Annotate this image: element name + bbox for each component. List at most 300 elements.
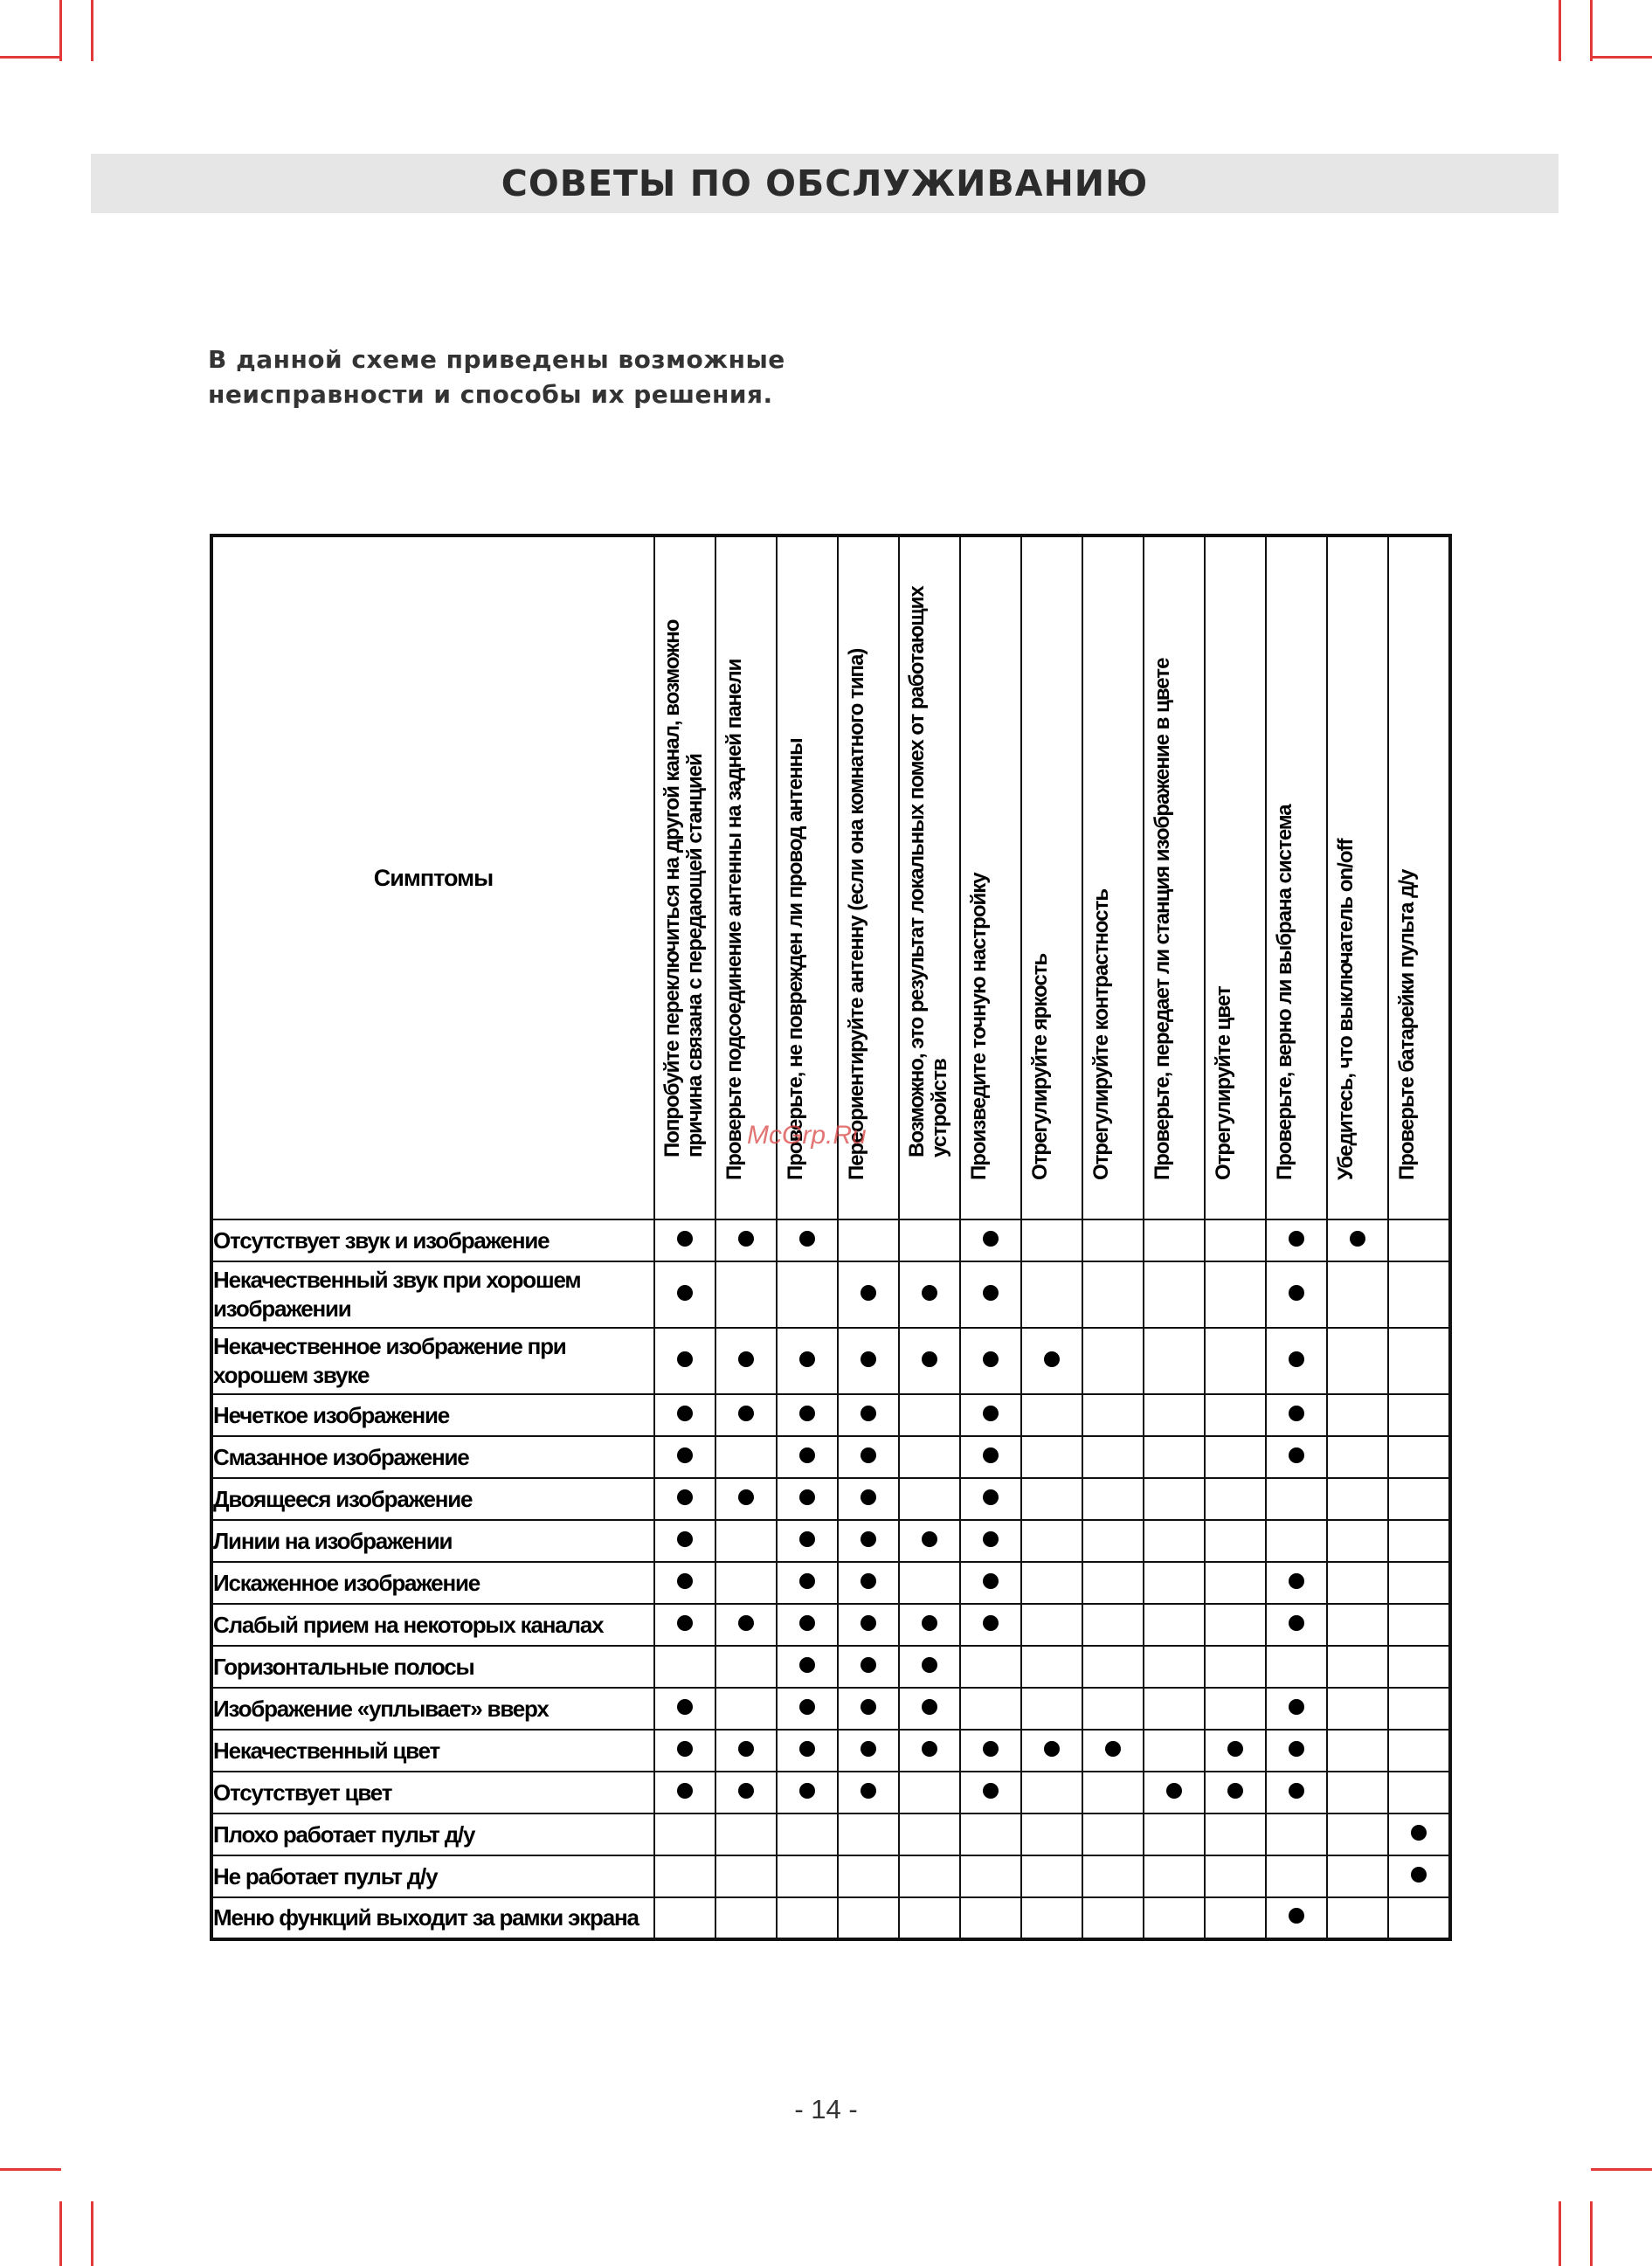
bullet-dot-icon [799, 1699, 815, 1715]
remedy-cell [1082, 1604, 1144, 1646]
remedy-cell [1021, 1394, 1082, 1436]
remedy-cell [1388, 1897, 1450, 1939]
remedy-cell [1327, 1772, 1388, 1813]
remedy-cell [1205, 1219, 1266, 1261]
remedy-cell [960, 1688, 1021, 1730]
remedy-cell [777, 1813, 838, 1855]
symptom-text: Некачественный звук при хорошем [213, 1267, 581, 1293]
remedy-cell [1388, 1436, 1450, 1478]
remedy-column-header [654, 535, 715, 1219]
bullet-dot-icon [799, 1741, 815, 1757]
remedy-cell [654, 1813, 715, 1855]
remedy-cell [1144, 1772, 1205, 1813]
remedy-column-label-line: Проверьте, передает ли станция изображение в цвете [1151, 658, 1174, 1180]
remedy-cell [1266, 1219, 1327, 1261]
remedy-cell [1266, 1897, 1327, 1939]
bullet-dot-icon [799, 1447, 815, 1463]
table-row [211, 1394, 1450, 1436]
symptom-cell [211, 1688, 654, 1730]
remedy-cell [654, 1855, 715, 1897]
remedy-cell [1144, 1562, 1205, 1604]
remedy-cell [1266, 1436, 1327, 1478]
remedy-cell [777, 1604, 838, 1646]
remedy-cell [1327, 1730, 1388, 1772]
remedy-cell [1205, 1604, 1266, 1646]
bullet-dot-icon [922, 1699, 937, 1715]
remedy-cell [838, 1604, 899, 1646]
remedy-cell [1144, 1520, 1205, 1562]
remedy-cell [1021, 1261, 1082, 1328]
remedy-cell [899, 1813, 960, 1855]
remedy-column-label-line: Переориентируйте антенну (если она комнатного типа) [845, 648, 868, 1180]
remedy-cell [715, 1772, 777, 1813]
remedy-cell [838, 1646, 899, 1688]
bullet-dot-icon [1350, 1231, 1365, 1247]
remedy-cell [715, 1219, 777, 1261]
symptom-text: Смазанное изображение [213, 1443, 469, 1470]
remedy-cell [960, 1478, 1021, 1520]
table-row [211, 1478, 1450, 1520]
remedy-cell [654, 1436, 715, 1478]
bullet-dot-icon [738, 1615, 754, 1631]
symptom-text: Некачественный цвет [213, 1737, 440, 1764]
remedy-cell [1144, 1604, 1205, 1646]
bullet-dot-icon [1289, 1231, 1304, 1247]
remedy-cell [1205, 1813, 1266, 1855]
remedy-cell [1205, 1328, 1266, 1394]
symptom-text: Двоящееся изображение [213, 1485, 473, 1512]
remedy-cell [715, 1436, 777, 1478]
bullet-dot-icon [1044, 1741, 1060, 1757]
bullet-dot-icon [738, 1351, 754, 1367]
remedy-column-label [1274, 525, 1296, 1180]
bullet-dot-icon [922, 1657, 937, 1673]
remedy-cell [838, 1855, 899, 1897]
bullet-dot-icon [1411, 1867, 1427, 1883]
bullet-dot-icon [677, 1699, 693, 1715]
table-row [211, 1261, 1450, 1328]
bullet-dot-icon [922, 1741, 937, 1757]
remedy-column-header [899, 535, 960, 1219]
remedy-cell [777, 1328, 838, 1394]
remedy-cell [1082, 1394, 1144, 1436]
remedy-cell [715, 1813, 777, 1855]
remedy-cell [777, 1855, 838, 1897]
remedy-cell [899, 1855, 960, 1897]
remedy-cell [838, 1772, 899, 1813]
remedy-cell [777, 1219, 838, 1261]
remedy-cell [1082, 1436, 1144, 1478]
remedy-cell [777, 1730, 838, 1772]
remedy-cell [777, 1562, 838, 1604]
page-title: СОВЕТЫ ПО ОБСЛУЖИВАНИЮ [501, 162, 1149, 204]
remedy-cell [1327, 1394, 1388, 1436]
remedy-cell [1021, 1328, 1082, 1394]
bullet-dot-icon [799, 1783, 815, 1799]
remedy-cell [899, 1394, 960, 1436]
remedy-cell [1205, 1562, 1266, 1604]
remedy-column-label [661, 502, 707, 1157]
remedy-cell [1144, 1328, 1205, 1394]
bullet-dot-icon [1289, 1285, 1304, 1301]
remedy-cell [1266, 1520, 1327, 1562]
remedy-cell [899, 1897, 960, 1939]
remedy-cell [960, 1646, 1021, 1688]
bullet-dot-icon [983, 1351, 999, 1367]
remedy-cell [960, 1328, 1021, 1394]
remedy-cell [1144, 1730, 1205, 1772]
remedy-cell [1144, 1436, 1205, 1478]
remedy-cell [777, 1646, 838, 1688]
remedy-column-header [1144, 535, 1205, 1219]
remedy-cell [777, 1772, 838, 1813]
bullet-dot-icon [983, 1783, 999, 1799]
bullet-dot-icon [861, 1406, 876, 1421]
remedy-column-label-line: устройств [928, 1059, 951, 1157]
remedy-cell [1266, 1478, 1327, 1520]
table-row [211, 1328, 1450, 1394]
remedy-cell [1388, 1520, 1450, 1562]
remedy-column-label [1151, 525, 1174, 1180]
remedy-cell [1082, 1219, 1144, 1261]
remedy-cell [777, 1897, 838, 1939]
bullet-dot-icon [677, 1615, 693, 1631]
bullet-dot-icon [799, 1489, 815, 1505]
remedy-cell [838, 1219, 899, 1261]
remedy-column-label-line: Произведите точную настройку [967, 873, 991, 1180]
remedy-cell [899, 1688, 960, 1730]
remedy-cell [899, 1772, 960, 1813]
remedy-cell [1388, 1394, 1450, 1436]
remedy-cell [838, 1520, 899, 1562]
remedy-cell [960, 1436, 1021, 1478]
remedy-cell [1021, 1219, 1082, 1261]
remedy-cell [715, 1604, 777, 1646]
remedy-column-label-line: Отрегулируйте яркость [1028, 953, 1052, 1180]
remedy-cell [960, 1813, 1021, 1855]
remedy-cell [899, 1436, 960, 1478]
remedy-cell [1266, 1562, 1327, 1604]
bullet-dot-icon [1289, 1741, 1304, 1757]
remedy-column-header [1266, 535, 1327, 1219]
remedy-cell [1327, 1219, 1388, 1261]
bullet-dot-icon [1044, 1351, 1060, 1367]
remedy-cell [1021, 1813, 1082, 1855]
remedy-column-header [1388, 535, 1450, 1219]
remedy-cell [899, 1646, 960, 1688]
remedy-cell [1082, 1813, 1144, 1855]
symptom-text: изображении [213, 1295, 351, 1322]
symptom-text: Горизонтальные полосы [213, 1653, 474, 1680]
table-row [211, 1688, 1450, 1730]
remedy-cell [1021, 1730, 1082, 1772]
symptom-text: Изображение «уплывает» вверх [213, 1695, 549, 1722]
remedy-cell [838, 1897, 899, 1939]
remedy-column-label-line: Проверьте, верно ли выбрана система [1273, 805, 1296, 1180]
symptom-cell [211, 1562, 654, 1604]
remedy-column-label-line: Отрегулируйте контрастность [1089, 888, 1113, 1180]
symptom-cell [211, 1520, 654, 1562]
bullet-dot-icon [677, 1741, 693, 1757]
symptom-text: хорошем звуке [213, 1362, 370, 1388]
remedy-cell [654, 1897, 715, 1939]
remedy-cell [1388, 1646, 1450, 1688]
bullet-dot-icon [1289, 1573, 1304, 1589]
table-row [211, 1772, 1450, 1813]
symptom-cell [211, 1436, 654, 1478]
watermark: McGrp.Ru [747, 1121, 867, 1150]
remedy-cell [1266, 1772, 1327, 1813]
troubleshooting-table [210, 534, 1452, 1941]
remedy-cell [654, 1688, 715, 1730]
remedy-cell [654, 1520, 715, 1562]
remedy-cell [1266, 1261, 1327, 1328]
remedy-cell [1327, 1261, 1388, 1328]
bullet-dot-icon [861, 1531, 876, 1547]
remedy-cell [1327, 1328, 1388, 1394]
bullet-dot-icon [677, 1531, 693, 1547]
remedy-cell [960, 1562, 1021, 1604]
bullet-dot-icon [983, 1406, 999, 1421]
remedy-cell [777, 1520, 838, 1562]
remedy-cell [1082, 1730, 1144, 1772]
bullet-dot-icon [861, 1741, 876, 1757]
table-row [211, 1813, 1450, 1855]
remedy-cell [1205, 1394, 1266, 1436]
remedy-cell [715, 1646, 777, 1688]
remedy-column-label [1335, 525, 1358, 1180]
remedy-cell [654, 1478, 715, 1520]
remedy-cell [1205, 1436, 1266, 1478]
symptom-text: Меню функций выходит за рамки экрана [213, 1904, 639, 1931]
table-row [211, 1436, 1450, 1478]
remedy-cell [654, 1261, 715, 1328]
bullet-dot-icon [677, 1573, 693, 1589]
remedy-cell [1388, 1855, 1450, 1897]
remedy-cell [1082, 1478, 1144, 1520]
remedy-cell [1266, 1688, 1327, 1730]
bullet-dot-icon [1227, 1783, 1243, 1799]
symptom-text: Нечеткое изображение [213, 1401, 450, 1428]
remedy-cell [1144, 1897, 1205, 1939]
remedy-cell [1082, 1897, 1144, 1939]
remedy-cell [1021, 1897, 1082, 1939]
bullet-dot-icon [1289, 1615, 1304, 1631]
remedy-cell [1205, 1688, 1266, 1730]
remedy-cell [1082, 1855, 1144, 1897]
remedy-cell [838, 1562, 899, 1604]
remedy-column-label-line: причина связана с передающей станцией [683, 754, 707, 1157]
symptom-cell [211, 1261, 654, 1328]
remedy-cell [838, 1478, 899, 1520]
remedy-cell [715, 1261, 777, 1328]
bullet-dot-icon [1289, 1699, 1304, 1715]
bullet-dot-icon [677, 1783, 693, 1799]
remedy-cell [654, 1562, 715, 1604]
remedy-cell [838, 1328, 899, 1394]
bullet-dot-icon [677, 1406, 693, 1421]
remedy-cell [1266, 1855, 1327, 1897]
bullet-dot-icon [922, 1351, 937, 1367]
symptom-text: Искаженное изображение [213, 1569, 480, 1596]
remedy-cell [899, 1478, 960, 1520]
remedy-cell [838, 1730, 899, 1772]
bullet-dot-icon [677, 1447, 693, 1463]
remedy-column-label [1213, 525, 1235, 1180]
remedy-cell [1205, 1730, 1266, 1772]
remedy-cell [1082, 1772, 1144, 1813]
bullet-dot-icon [922, 1615, 937, 1631]
bullet-dot-icon [983, 1615, 999, 1631]
remedy-column-label-line: Проверьте, не поврежден ли провод антенны [784, 738, 807, 1180]
remedy-cell [1266, 1646, 1327, 1688]
bullet-dot-icon [1289, 1908, 1304, 1924]
remedy-cell [1327, 1436, 1388, 1478]
remedy-cell [1021, 1520, 1082, 1562]
bullet-dot-icon [983, 1573, 999, 1589]
remedy-cell [715, 1520, 777, 1562]
symptom-cell [211, 1328, 654, 1394]
remedy-cell [715, 1855, 777, 1897]
bullet-dot-icon [922, 1285, 937, 1301]
bullet-dot-icon [738, 1741, 754, 1757]
bullet-dot-icon [1166, 1783, 1182, 1799]
remedy-cell [1266, 1394, 1327, 1436]
remedy-cell [777, 1261, 838, 1328]
symptom-cell [211, 1394, 654, 1436]
remedy-cell [838, 1688, 899, 1730]
bullet-dot-icon [861, 1657, 876, 1673]
remedy-cell [1327, 1855, 1388, 1897]
remedy-column-label [968, 525, 991, 1180]
bullet-dot-icon [1105, 1741, 1121, 1757]
remedy-column-header [960, 535, 1021, 1219]
remedy-cell [1082, 1261, 1144, 1328]
remedy-column-header [838, 535, 899, 1219]
remedy-cell [960, 1730, 1021, 1772]
bullet-dot-icon [861, 1351, 876, 1367]
remedy-cell [1388, 1562, 1450, 1604]
remedy-cell [899, 1219, 960, 1261]
remedy-cell [1144, 1855, 1205, 1897]
remedy-column-header [777, 535, 838, 1219]
symptom-text: Отсутствует цвет [213, 1779, 392, 1806]
remedy-cell [715, 1394, 777, 1436]
bullet-dot-icon [861, 1783, 876, 1799]
remedy-column-label [723, 525, 746, 1180]
remedy-column-header [1327, 535, 1388, 1219]
remedy-column-label-line: Убедитесь, что выключатель on/off [1334, 839, 1358, 1180]
remedy-cell [960, 1261, 1021, 1328]
remedy-cell [1205, 1478, 1266, 1520]
remedy-cell [1205, 1855, 1266, 1897]
remedy-cell [1082, 1328, 1144, 1394]
remedy-cell [1327, 1813, 1388, 1855]
bullet-dot-icon [861, 1699, 876, 1715]
remedy-cell [1388, 1328, 1450, 1394]
bullet-dot-icon [738, 1489, 754, 1505]
bullet-dot-icon [1289, 1351, 1304, 1367]
page-number: - 14 - [794, 2094, 858, 2124]
remedy-cell [960, 1855, 1021, 1897]
remedy-column-header [1082, 535, 1144, 1219]
bullet-dot-icon [1289, 1406, 1304, 1421]
remedy-cell [1144, 1261, 1205, 1328]
remedy-cell [1082, 1520, 1144, 1562]
remedy-cell [1388, 1772, 1450, 1813]
remedy-cell [654, 1730, 715, 1772]
remedy-column-header [1021, 535, 1082, 1219]
remedy-cell [1082, 1562, 1144, 1604]
remedy-cell [1388, 1478, 1450, 1520]
bullet-dot-icon [861, 1447, 876, 1463]
remedy-cell [1388, 1688, 1450, 1730]
bullet-dot-icon [983, 1447, 999, 1463]
bullet-dot-icon [738, 1783, 754, 1799]
remedy-cell [1144, 1394, 1205, 1436]
remedy-cell [899, 1730, 960, 1772]
remedy-cell [960, 1219, 1021, 1261]
intro-line: В данной схеме приведены возможные [208, 345, 785, 374]
remedy-cell [1388, 1261, 1450, 1328]
bullet-dot-icon [861, 1573, 876, 1589]
remedy-cell [777, 1688, 838, 1730]
remedy-cell [1327, 1646, 1388, 1688]
remedy-cell [715, 1478, 777, 1520]
remedy-cell [899, 1328, 960, 1394]
bullet-dot-icon [861, 1489, 876, 1505]
remedy-cell [1388, 1219, 1450, 1261]
table-row [211, 1730, 1450, 1772]
remedy-cell [899, 1261, 960, 1328]
remedy-cell [1327, 1897, 1388, 1939]
table-row [211, 1855, 1450, 1897]
remedy-cell [899, 1604, 960, 1646]
remedy-cell [1388, 1604, 1450, 1646]
symptom-text: Слабый прием на некоторых каналах [213, 1611, 604, 1638]
symptom-cell [211, 1604, 654, 1646]
symptom-cell [211, 1646, 654, 1688]
remedy-cell [654, 1394, 715, 1436]
symptom-text: Отсутствует звук и изображение [213, 1226, 550, 1254]
bullet-dot-icon [983, 1531, 999, 1547]
remedy-cell [1327, 1520, 1388, 1562]
symptom-cell [211, 1855, 654, 1897]
remedy-cell [838, 1394, 899, 1436]
symptom-text: Некачественное изображение при [213, 1333, 566, 1359]
remedy-cell [1205, 1646, 1266, 1688]
bullet-dot-icon [983, 1489, 999, 1505]
symptom-text: Плохо работает пульт д/у [213, 1820, 475, 1848]
remedy-column-label [906, 502, 951, 1157]
symptom-text: Не работает пульт д/у [213, 1862, 438, 1889]
bullet-dot-icon [677, 1351, 693, 1367]
table-row [211, 1897, 1450, 1939]
remedy-cell [838, 1436, 899, 1478]
remedy-cell [838, 1813, 899, 1855]
bullet-dot-icon [677, 1489, 693, 1505]
remedy-column-label [1029, 525, 1052, 1180]
remedy-column-label [1090, 525, 1113, 1180]
table-row [211, 1604, 1450, 1646]
remedy-cell [1205, 1772, 1266, 1813]
remedy-cell [1021, 1436, 1082, 1478]
remedy-cell [1021, 1855, 1082, 1897]
remedy-column-label-line: Возможно, это результат локальных помех от работающих [905, 586, 929, 1157]
remedy-cell [1266, 1730, 1327, 1772]
bullet-dot-icon [677, 1285, 693, 1301]
bullet-dot-icon [983, 1741, 999, 1757]
